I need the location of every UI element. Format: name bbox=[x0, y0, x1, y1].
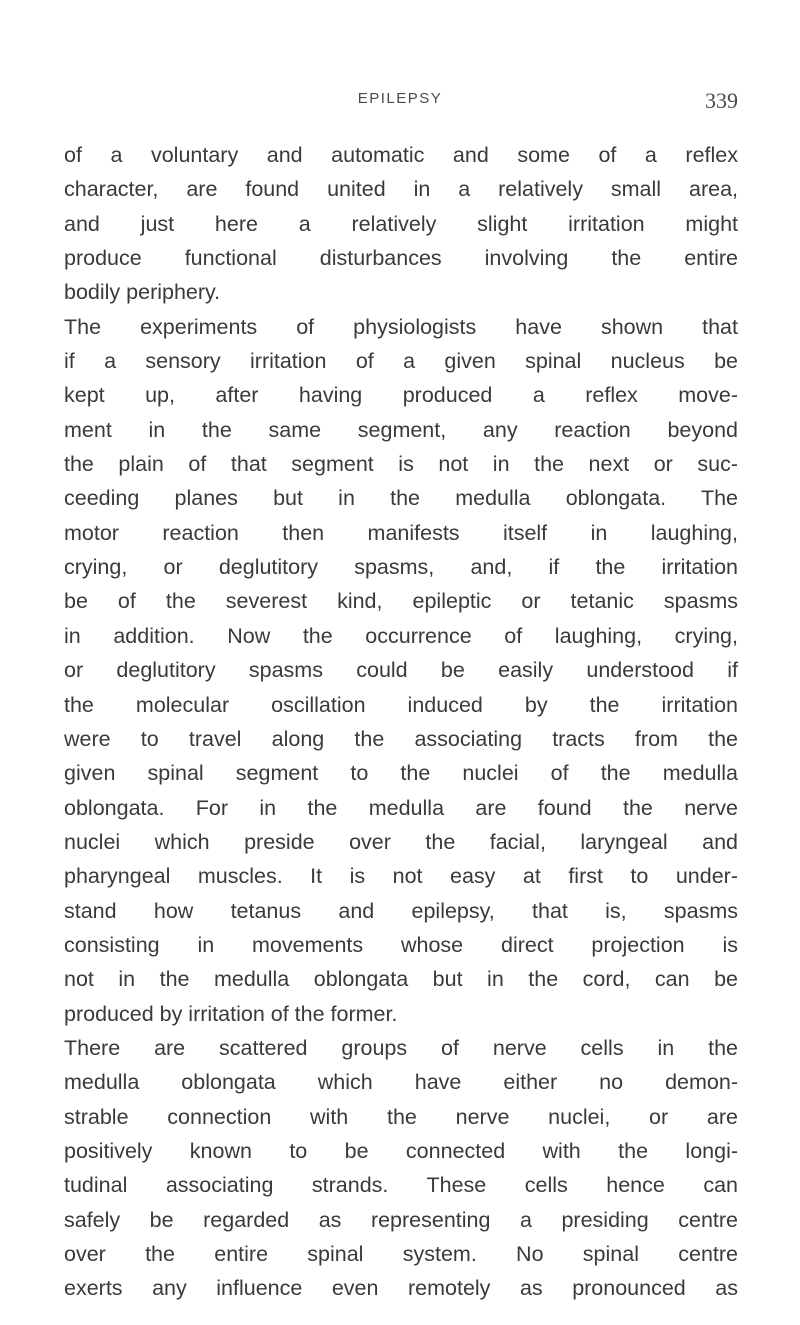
text-line: kept up, after having produced a reflex move- bbox=[64, 383, 738, 408]
text-line: safely be regarded as representing a presiding centre bbox=[64, 1207, 738, 1232]
text-line: ment in the same segment, any reaction beyond bbox=[64, 417, 738, 442]
page-header bbox=[0, 88, 800, 118]
text-line: stand how tetanus and epilepsy, that is, spasms bbox=[64, 898, 738, 923]
text-line: in addition. Now the occurrence of laughing, crying, bbox=[64, 623, 738, 648]
text-line: tudinal associating strands. These cells hence can bbox=[64, 1173, 738, 1198]
text-line: be of the severest kind, epileptic or tetanic spasms bbox=[64, 589, 738, 614]
text-line: and just here a relatively slight irritation might bbox=[64, 211, 738, 236]
text-line: if a sensory irritation of a given spinal nucleus be bbox=[64, 349, 738, 374]
text-line: character, are found united in a relatively small area, bbox=[64, 177, 738, 202]
paragraph-start-line: There are scattered groups of nerve cells in the bbox=[64, 1035, 738, 1060]
text-line: pharyngeal muscles. It is not easy at first to under- bbox=[64, 864, 738, 889]
text-line: crying, or deglutitory spasms, and, if the irritation bbox=[64, 555, 738, 580]
text-line: were to travel along the associating tracts from the bbox=[64, 726, 738, 751]
text-line: medulla oblongata which have either no demon- bbox=[64, 1070, 738, 1095]
paragraph-start-line: The experiments of physiologists have shown that bbox=[64, 314, 738, 339]
text-line: the molecular oscillation induced by the irritation bbox=[64, 692, 738, 717]
text-line: given spinal segment to the nuclei of the medulla bbox=[64, 761, 738, 786]
text-line: or deglutitory spasms could be easily understood if bbox=[64, 658, 738, 683]
text-line: consisting in movements whose direct projection is bbox=[64, 932, 738, 957]
text-line: positively known to be connected with the longi- bbox=[64, 1138, 738, 1163]
text-line: oblongata. For in the medulla are found the nerve bbox=[64, 795, 738, 820]
text-line: of a voluntary and automatic and some of a reflex bbox=[64, 143, 738, 167]
body-text bbox=[64, 138, 738, 1306]
text-line: nuclei which preside over the facial, laryngeal and bbox=[64, 829, 738, 854]
text-line: produce functional disturbances involving the entire bbox=[64, 246, 738, 271]
text-line: over the entire spinal system. No spinal centre bbox=[64, 1242, 738, 1266]
text-line: bodily periphery. bbox=[64, 280, 221, 305]
running-head: EPILEPSY bbox=[357, 90, 443, 107]
text-line: ceeding planes but in the medulla oblongata. The bbox=[64, 486, 738, 511]
text-line: not in the medulla oblongata but in the cord, can be bbox=[64, 967, 738, 992]
text-line: strable connection with the nerve nuclei, or are bbox=[64, 1104, 738, 1129]
text-line: the plain of that segment is not in the next or suc- bbox=[64, 452, 738, 477]
page-number: 339 bbox=[705, 88, 738, 113]
text-line: motor reaction then manifests itself in laughing, bbox=[64, 520, 738, 545]
text-line: exerts any influence even remotely as pronounced as bbox=[64, 1276, 738, 1301]
text-line: produced by irritation of the former. bbox=[64, 1001, 398, 1026]
